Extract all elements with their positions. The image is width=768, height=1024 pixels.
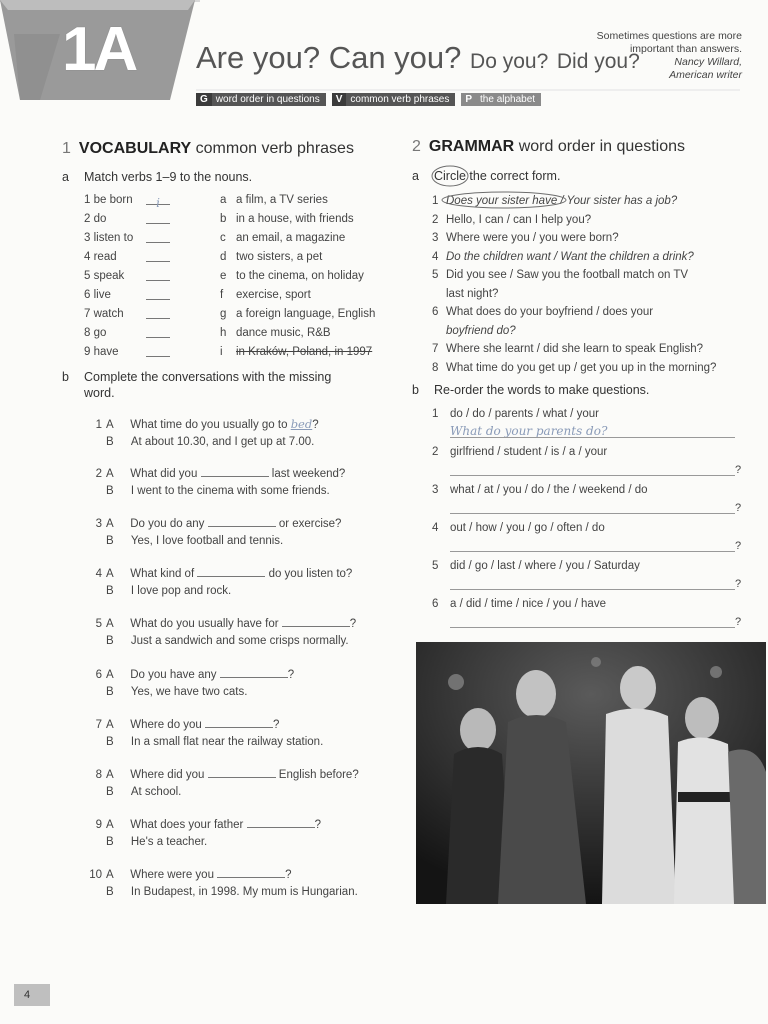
list-item: last night? [446, 287, 499, 300]
conversation: 1 A What time do you usually go to bed? B At about 10.30, and I get up at 7.00. [95, 417, 319, 448]
answer-blank[interactable] [146, 289, 170, 300]
unit-number: 1A [62, 15, 136, 84]
answer-blank[interactable] [205, 717, 273, 728]
question-mark: ? [735, 540, 742, 552]
verb-item: 3 listen to [84, 232, 134, 244]
tag-text: word order in questions [212, 93, 326, 106]
noun-item: e to the cinema, on holiday [220, 270, 364, 282]
conversation: 6 A Do you have any ? B Yes, we have two cats. [95, 669, 295, 698]
title-part-3: Do you? [470, 50, 549, 73]
reorder-item: 5 did / go / last / where / you / Saturday [432, 560, 640, 572]
exercise-letter: b [412, 383, 419, 397]
answer-blank[interactable] [146, 327, 170, 338]
quote [597, 30, 742, 82]
noun-item: d two sisters, a pet [220, 251, 323, 263]
conversation: 2 A What did you last weekend? B I went to the cinema with some friends. [95, 468, 346, 497]
answer-blank[interactable] [247, 817, 315, 828]
noun-item: h dance music, R&B [220, 327, 331, 339]
answer-blank[interactable] [146, 346, 170, 357]
exercise-letter: a [412, 169, 419, 183]
noun-item: b in a house, with friends [220, 213, 354, 225]
list-item: 4 Do the children want / Want the children a drink? [432, 250, 694, 263]
verb-item: 8 go [84, 327, 107, 339]
handwritten-answer: What do your parents do? [450, 424, 608, 438]
answer-blank[interactable] [146, 270, 170, 281]
vocab-a-instruction [62, 170, 252, 184]
conversation: 3 A Do you do any or exercise? B Yes, I love football and tennis. [95, 518, 342, 547]
instruction-text: Match verbs 1–9 to the nouns. [84, 170, 253, 184]
vocab-b-instruction [62, 369, 331, 401]
verb-item: 4 read [84, 251, 117, 263]
verb-item: 9 have [84, 346, 119, 358]
answer-blank[interactable] [146, 232, 170, 243]
list-item: 8 What time do you get up / get you up in the morning? [432, 361, 717, 374]
quote-author: Nancy Willard, [674, 56, 742, 68]
answer-blank[interactable] [282, 616, 350, 627]
tag-text: common verb phrases [346, 93, 455, 106]
verb-item: 7 watch [84, 308, 124, 320]
noun-item: c an email, a magazine [220, 232, 346, 244]
tag-text: the alphabet [476, 93, 541, 106]
topic-tags [196, 93, 541, 106]
reorder-item: 4 out / how / you / go / often / do [432, 522, 605, 534]
grammar-b-instruction [412, 383, 649, 397]
quote-line-2: important than answers. [629, 43, 742, 55]
conversation: 8 A Where did you English before? B At school. [95, 769, 359, 798]
tag-letter: P [461, 93, 476, 106]
vocab-heading [62, 140, 354, 158]
verb-item: 6 live [84, 289, 111, 301]
answer-blank[interactable] [146, 251, 170, 262]
circle-form-list [432, 192, 716, 377]
noun-item: a a film, a TV series [220, 194, 328, 206]
section-number: 2 [412, 138, 421, 155]
list-item: 7 Where she learnt / did she learn to speak English? [432, 343, 703, 355]
question-mark: ? [735, 464, 742, 476]
reorder-item: 3 what / at / you / do / the / weekend / do [432, 484, 648, 496]
handwritten-circle [440, 190, 570, 210]
section-subtitle: common verb phrases [195, 140, 354, 157]
reorder-item: 2 girlfriend / student / is / a / your [432, 446, 608, 458]
answer-blank[interactable] [146, 194, 170, 210]
answer-blank[interactable] [220, 667, 288, 678]
answer-blank[interactable] [197, 566, 265, 577]
quote-line-1: Sometimes questions are more [596, 30, 742, 42]
handwritten-answer: bed [290, 417, 313, 431]
exercise-letter: a [62, 170, 69, 184]
tag-letter: G [196, 93, 212, 106]
conversation: 10 A Where were you ? B In Budapest, in 1998. My mum is Hungarian. [89, 869, 358, 898]
instruction-text: word. [84, 386, 115, 400]
list-item: 1 Does your sister have / Your sister has a job? [432, 195, 678, 207]
instruction-text: Complete the conversations with the missing [84, 370, 332, 384]
handwritten-circle [430, 164, 470, 188]
conversation: 4 A What kind of do you listen to? B I love pop and rock. [95, 568, 353, 597]
answer-line[interactable] [450, 551, 735, 552]
list-item: 3 Where were you / you were born? [432, 232, 619, 244]
reorder-item: 1 do / do / parents / what / your [432, 408, 599, 420]
question-mark: ? [735, 578, 742, 590]
tag-letter: V [332, 93, 347, 106]
verb-item: 5 speak [84, 270, 125, 282]
tag-pronunciation [461, 93, 541, 106]
section-title: VOCABULARY [78, 140, 192, 157]
conversation: 9 A What does your father ? B He's a teacher. [95, 819, 321, 848]
reorder-item: 6 a / did / time / nice / you / have [432, 598, 606, 610]
noun-item: f exercise, sport [220, 289, 311, 301]
answer-blank[interactable] [217, 867, 285, 878]
list-item: 6 What does do your boyfriend / does your [432, 306, 654, 318]
answer-blank[interactable] [208, 767, 276, 778]
list-item: boyfriend do? [446, 324, 516, 337]
title-part-1: Are you? [196, 40, 321, 75]
answer-line[interactable] [450, 513, 735, 514]
list-item: 5 Did you see / Saw you the football match on TV [432, 269, 689, 281]
answer-blank[interactable] [146, 213, 170, 224]
exercise-letter: b [62, 370, 69, 384]
verb-item: 1 be born [84, 194, 133, 206]
instruction-text: Circle the correct form. [434, 169, 561, 183]
tag-grammar [196, 93, 326, 106]
conversation: 5 A What do you usually have for ? B Just a sandwich and some crisps normally. [95, 618, 357, 647]
answer-line[interactable] [450, 589, 735, 590]
section-title: GRAMMAR [428, 138, 515, 155]
conversation: 7 A Where do you ? B In a small flat near the railway station. [95, 719, 324, 748]
noun-item: g a foreign language, English [220, 308, 376, 320]
noun-item-example: i in Kraków, Poland, in 1997 [220, 346, 373, 358]
question-mark: ? [735, 616, 742, 628]
question-mark: ? [735, 502, 742, 514]
title-part-2: Can you? [328, 40, 462, 75]
tag-vocabulary [332, 93, 456, 106]
page-title [196, 40, 640, 76]
verb-item: 2 do [84, 213, 107, 225]
answer-line[interactable] [450, 475, 735, 476]
answer-blank[interactable] [208, 516, 276, 527]
handwritten-answer: i [156, 196, 160, 210]
section-subtitle: word order in questions [518, 138, 685, 155]
photo-illustration [416, 642, 766, 904]
answer-line[interactable] [450, 627, 735, 628]
title-part-4: Did you? [556, 50, 640, 73]
instruction-text: Re-order the words to make questions. [434, 383, 650, 397]
answer-blank[interactable] [146, 308, 170, 319]
friends-photo [416, 642, 766, 904]
quote-role: American writer [669, 69, 742, 81]
answer-line[interactable] [450, 437, 735, 438]
answer-blank[interactable] [201, 466, 269, 477]
grammar-heading [412, 138, 685, 156]
section-number: 1 [62, 140, 71, 157]
page-number: 4 [14, 984, 50, 1006]
list-item: 2 Hello, I can / can I help you? [432, 213, 592, 226]
